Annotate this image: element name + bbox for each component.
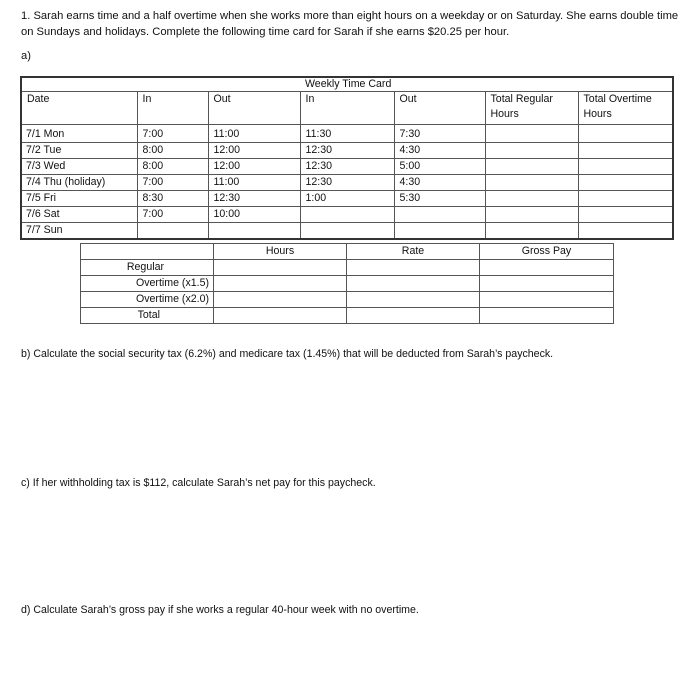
- table-row: [81, 308, 614, 324]
- out-1-cell: 11:00: [208, 175, 300, 191]
- date-cell: 7/4 Thu (holiday): [21, 175, 137, 191]
- gross-pay-cell[interactable]: [480, 276, 614, 292]
- overtime-hours-cell[interactable]: [578, 207, 673, 223]
- in-2-cell: 11:30: [300, 127, 394, 143]
- date-cell: 7/1 Mon: [21, 127, 137, 143]
- table-row: [81, 260, 614, 276]
- gross-pay-table: [80, 243, 614, 324]
- weekly-time-card: [20, 76, 674, 240]
- hours-cell[interactable]: [214, 292, 347, 308]
- table-row: [21, 159, 673, 175]
- table-row: [81, 276, 614, 292]
- header-total-regular-hours: Total Regular Hours: [485, 92, 578, 125]
- out-2-cell: 5:30: [394, 191, 485, 207]
- regular-hours-cell[interactable]: [485, 223, 578, 240]
- in-2-cell: 12:30: [300, 159, 394, 175]
- pay-row-label: Overtime (x1.5): [81, 276, 214, 292]
- out-1-cell: 12:00: [208, 159, 300, 175]
- in-1-cell: 7:00: [137, 175, 208, 191]
- table-row: [21, 207, 673, 223]
- header-out-1: Out: [208, 92, 300, 125]
- out-2-cell: 5:00: [394, 159, 485, 175]
- out-2-cell: [394, 207, 485, 223]
- in-2-cell: [300, 207, 394, 223]
- date-cell: 7/2 Tue: [21, 143, 137, 159]
- gross-pay-cell[interactable]: [480, 260, 614, 276]
- in-2-cell: 12:30: [300, 143, 394, 159]
- regular-hours-cell[interactable]: [485, 207, 578, 223]
- rate-cell[interactable]: [347, 308, 480, 324]
- in-2-cell: 1:00: [300, 191, 394, 207]
- out-1-cell: 11:00: [208, 127, 300, 143]
- date-cell: 7/6 Sat: [21, 207, 137, 223]
- pay-header-gross-pay: Gross Pay: [480, 244, 614, 260]
- table-row: [21, 127, 673, 143]
- in-1-cell: 8:30: [137, 191, 208, 207]
- pay-row-label: Overtime (x2.0): [81, 292, 214, 308]
- date-cell: 7/3 Wed: [21, 159, 137, 175]
- gross-pay-cell[interactable]: [480, 308, 614, 324]
- out-1-cell: 12:30: [208, 191, 300, 207]
- hours-cell[interactable]: [214, 260, 347, 276]
- overtime-hours-cell[interactable]: [578, 191, 673, 207]
- question-c: c) If her withholding tax is $112, calculate Sarah’s net pay for this paycheck.: [21, 477, 376, 489]
- out-2-cell: 7:30: [394, 127, 485, 143]
- out-2-cell: [394, 223, 485, 240]
- gross-pay-cell[interactable]: [480, 292, 614, 308]
- question-d: d) Calculate Sarah’s gross pay if she works a regular 40-hour week with no overtime.: [21, 604, 419, 616]
- regular-hours-cell[interactable]: [485, 175, 578, 191]
- rate-cell[interactable]: [347, 276, 480, 292]
- date-cell: 7/5 Fri: [21, 191, 137, 207]
- table-row: [81, 292, 614, 308]
- time-card-title: Weekly Time Card: [305, 78, 392, 90]
- in-1-cell: 7:00: [137, 207, 208, 223]
- time-card-header-row: [21, 92, 673, 125]
- table-row: [21, 223, 673, 240]
- rate-cell[interactable]: [347, 260, 480, 276]
- regular-hours-cell[interactable]: [485, 143, 578, 159]
- out-2-cell: 4:30: [394, 143, 485, 159]
- regular-hours-cell[interactable]: [485, 127, 578, 143]
- overtime-hours-cell[interactable]: [578, 143, 673, 159]
- pay-row-label: Total: [81, 308, 214, 324]
- pay-header-rate: Rate: [347, 244, 480, 260]
- out-1-cell: 12:00: [208, 143, 300, 159]
- problem-intro: 1. Sarah earns time and a half overtime when she works more than eight hours on a weekday or on Saturday. She earns double time on Sundays and holidays. Complete the following time card for Sarah if she earns $20.25 per hour.: [21, 10, 679, 38]
- in-1-cell: 8:00: [137, 159, 208, 175]
- header-total-overtime-hours: Total Overtime Hours: [578, 92, 673, 125]
- table-row: [21, 143, 673, 159]
- rate-cell[interactable]: [347, 292, 480, 308]
- regular-hours-cell[interactable]: [485, 159, 578, 175]
- in-2-cell: [300, 223, 394, 240]
- header-in-1: In: [137, 92, 208, 125]
- time-card-title-row: [21, 77, 673, 92]
- in-1-cell: [137, 223, 208, 240]
- out-1-cell: [208, 223, 300, 240]
- date-cell: 7/7 Sun: [21, 223, 137, 240]
- in-1-cell: 8:00: [137, 143, 208, 159]
- header-date: Date: [21, 92, 137, 125]
- overtime-hours-cell[interactable]: [578, 159, 673, 175]
- hours-cell[interactable]: [214, 276, 347, 292]
- header-in-2: In: [300, 92, 394, 125]
- hours-cell[interactable]: [214, 308, 347, 324]
- pay-table-header-row: [81, 244, 614, 260]
- overtime-hours-cell[interactable]: [578, 223, 673, 240]
- out-1-cell: 10:00: [208, 207, 300, 223]
- overtime-hours-cell[interactable]: [578, 127, 673, 143]
- table-row: [21, 175, 673, 191]
- pay-header-hours: Hours: [214, 244, 347, 260]
- pay-row-label: Regular: [81, 260, 214, 276]
- pay-header-blank: [81, 244, 214, 260]
- in-2-cell: 12:30: [300, 175, 394, 191]
- overtime-hours-cell[interactable]: [578, 175, 673, 191]
- part-a-label: a): [21, 50, 31, 62]
- header-out-2: Out: [394, 92, 485, 125]
- in-1-cell: 7:00: [137, 127, 208, 143]
- question-b: b) Calculate the social security tax (6.2%) and medicare tax (1.45%) that will be deducted from Sarah’s paycheck.: [21, 348, 554, 360]
- table-row: [21, 191, 673, 207]
- out-2-cell: 4:30: [394, 175, 485, 191]
- regular-hours-cell[interactable]: [485, 191, 578, 207]
